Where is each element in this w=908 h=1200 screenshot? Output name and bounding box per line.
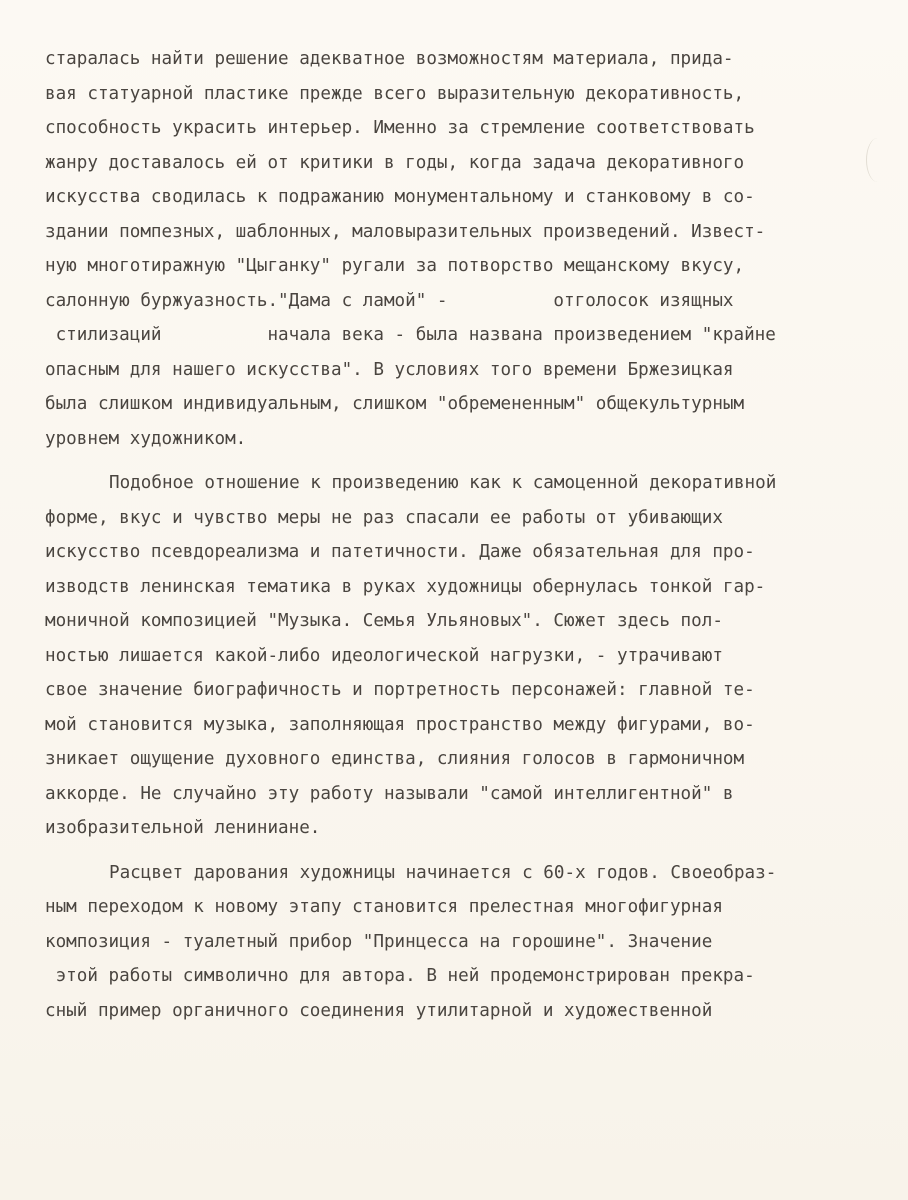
text-line: жанру доставалось ей от критики в годы, когда задача декоративного: [45, 152, 745, 173]
text-line: изобразительной лениниане.: [45, 818, 321, 838]
text-line: старалась найти решение адекватное возможностям материала, прида-: [45, 49, 734, 69]
text-line: искусство псевдореализма и патетичности. Даже обязательная для про-: [45, 542, 755, 562]
text-line: способность украсить интерьер. Именно за стремление соответствовать: [45, 118, 755, 138]
text-line: была слишком индивидуальным, слишком "обремененным" общекультурным: [45, 394, 745, 414]
text-line: моничной композицией "Музыка. Семья Ульяновых". Сюжет здесь пол-: [45, 611, 723, 631]
text-line: ным переходом к новому этапу становится прелестная многофигурная: [45, 897, 723, 917]
text-line: стилизаций начала века - была названа произведением "крайне: [45, 325, 776, 345]
paragraph-first-line: Подобное отношение к произведению как к самоценной декоративной: [109, 473, 777, 493]
text-line: этой работы символично для автора. В ней продемонстрирован прекра-: [45, 966, 755, 986]
text-line: ную многотиражную "Цыганку" ругали за потворство мещанскому вкусу,: [45, 256, 745, 276]
text-line: зникает ощущение духовного единства, слияния голосов в гармоничном: [45, 749, 745, 769]
text-line: ностью лишается какой-либо идеологической нагрузки, - утрачивают: [45, 645, 723, 666]
text-line: свое значение биографичность и портретность персонажей: главной те-: [45, 680, 755, 700]
text-line: салонную буржуазность."Дама с ламой" - отголосок изящных: [45, 290, 734, 311]
text-line: аккорде. Не случайно эту работу называли "самой интеллигентной" в: [45, 783, 734, 804]
text-line: уровнем художником.: [45, 428, 247, 449]
text-line: сный пример органичного соединения утилитарной и художественной: [45, 1000, 713, 1021]
text-line: изводств ленинская тематика в руках художницы обернулась тонкой гар-: [45, 576, 766, 597]
document-body: [45, 42, 905, 1028]
paragraph-first-line: Расцвет дарования художницы начинается с 60-х годов. Своеобраз-: [109, 862, 777, 883]
text-line: композиция - туалетный прибор "Принцесса на горошине". Значение: [45, 931, 713, 952]
text-line: форме, вкус и чувство меры не раз спасали ее работы от убивающих: [45, 507, 723, 528]
text-line: вая статуарной пластике прежде всего выразительную декоративность,: [45, 83, 745, 104]
text-line: здании помпезных, шаблонных, маловыразительных произведений. Извест-: [45, 221, 766, 242]
text-line: опасным для нашего искусства". В условиях того времени Бржезицкая: [45, 359, 734, 380]
text-line: мой становится музыка, заполняющая пространство между фигурами, во-: [45, 714, 755, 735]
text-line: искусства сводилась к подражанию монументальному и станковому в со-: [45, 187, 755, 207]
